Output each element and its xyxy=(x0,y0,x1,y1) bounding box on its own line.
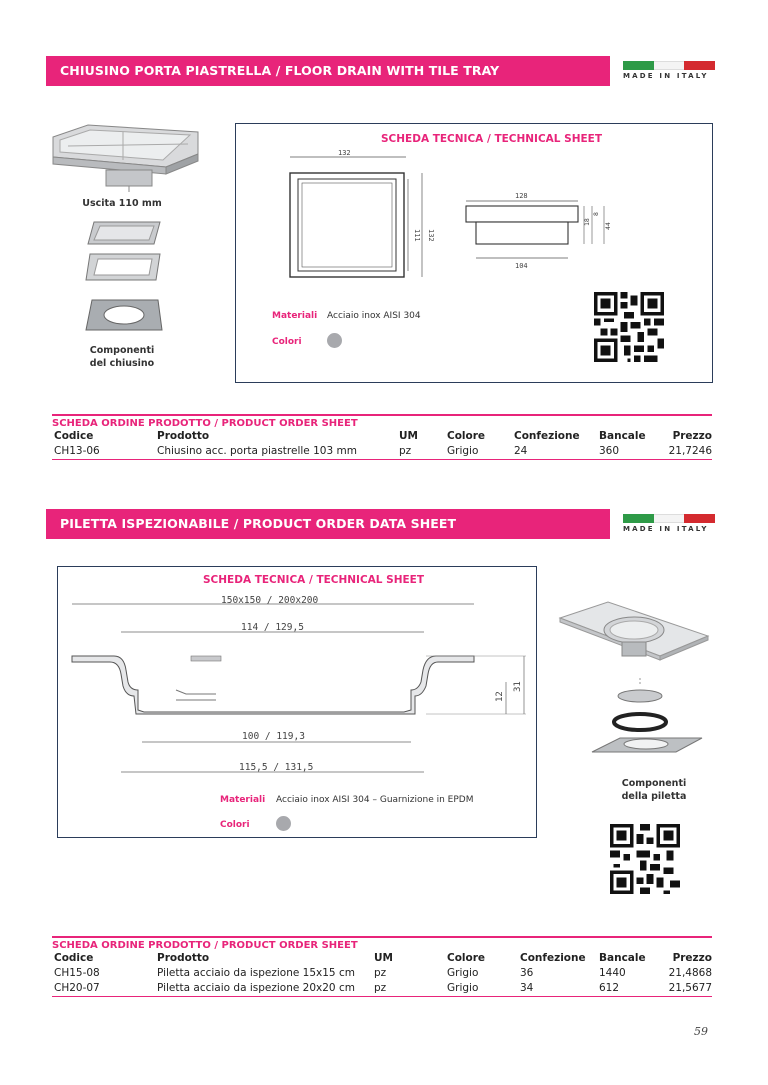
dim-h1-piletta: 12 xyxy=(495,691,505,702)
piletta-section-drawing xyxy=(66,590,531,780)
header-confezione: Confezione xyxy=(514,430,580,442)
dim-h1: 18 xyxy=(583,218,591,226)
dim-side-bottom: 104 xyxy=(515,262,528,270)
header-prodotto: Prodotto xyxy=(157,430,210,442)
cell-prezzo: 21,7246 xyxy=(668,445,712,457)
cell-prodotto: Piletta acciaio da ispezione 15x15 cm xyxy=(157,967,355,979)
piletta-product-image xyxy=(556,598,712,670)
dim-outer: 132 xyxy=(427,229,435,242)
header-confezione: Confezione xyxy=(520,952,586,964)
components-caption-line2: del chiusino xyxy=(89,358,155,369)
cell-codice: CH20-07 xyxy=(54,982,100,994)
header-bancale: Bancale xyxy=(599,430,646,442)
cell-codice: CH13-06 xyxy=(54,445,100,457)
color-swatch-grey-2 xyxy=(276,816,291,831)
page-number: 59 xyxy=(694,1025,708,1038)
header-colore: Colore xyxy=(447,430,486,442)
table-row xyxy=(52,966,712,981)
cell-confezione: 34 xyxy=(520,982,534,994)
cell-bancale: 1440 xyxy=(599,967,626,979)
qr-code-2 xyxy=(610,824,680,894)
cell-prezzo: 21,5677 xyxy=(668,982,712,994)
order-sheet-1 xyxy=(52,414,712,460)
materials-value-2: Acciaio inox AISI 304 – Guarnizione in EPDM xyxy=(276,795,474,805)
header-colore: Colore xyxy=(447,952,486,964)
dim-top: 150x150 / 200x200 xyxy=(221,595,319,606)
outlet-caption: Uscita 110 mm xyxy=(82,198,162,209)
piletta-caption-line1: Componenti xyxy=(621,778,687,789)
cell-confezione: 24 xyxy=(514,445,528,457)
table-row xyxy=(52,981,712,996)
qr-code-1 xyxy=(594,292,664,362)
dim-d2: 100 / 119,3 xyxy=(242,731,305,742)
floor-drain-product-image xyxy=(48,122,203,192)
piletta-components-caption xyxy=(594,777,714,803)
cell-colore: Grigio xyxy=(447,967,479,979)
piletta-caption-line2: della piletta xyxy=(621,791,687,802)
section1-banner: CHIUSINO PORTA PIASTRELLA / FLOOR DRAIN WITH TILE TRAY xyxy=(46,56,610,86)
dim-width-top: 132 xyxy=(338,149,351,157)
order-header-row-1 xyxy=(52,429,712,444)
colors-label-1: Colori xyxy=(272,337,302,347)
made-in-italy-flag-2 xyxy=(623,514,715,533)
colors-label-2: Colori xyxy=(220,820,250,830)
components-caption xyxy=(62,344,182,370)
cell-prodotto: Chiusino acc. porta piastrelle 103 mm xyxy=(157,445,357,457)
dim-h2-piletta: 31 xyxy=(513,681,523,692)
materials-label-1: Materiali xyxy=(272,311,318,321)
header-prodotto: Prodotto xyxy=(157,952,210,964)
table-row xyxy=(52,444,712,459)
materials-label-2: Materiali xyxy=(220,795,266,805)
order-header-row-2 xyxy=(52,951,712,966)
header-prezzo: Prezzo xyxy=(672,430,712,442)
cell-bancale: 612 xyxy=(599,982,620,994)
color-swatch-grey-1 xyxy=(327,333,342,348)
components-caption-line1: Componenti xyxy=(89,345,155,356)
made-in-italy-flag xyxy=(623,61,715,80)
section2-banner: PILETTA ISPEZIONABILE / PRODUCT ORDER DATA SHEET xyxy=(46,509,610,539)
header-codice: Codice xyxy=(54,430,94,442)
cell-prodotto: Piletta acciaio da ispezione 20x20 cm xyxy=(157,982,355,994)
dim-d3: 115,5 / 131,5 xyxy=(239,762,314,773)
order-sheet-title-2: SCHEDA ORDINE PRODOTTO / PRODUCT ORDER SHEET xyxy=(52,940,358,951)
floor-drain-side-drawing xyxy=(460,190,620,270)
dim-inner: 111 xyxy=(413,229,421,242)
piletta-components-image xyxy=(590,678,706,758)
floor-drain-top-drawing xyxy=(276,147,436,287)
technical-sheet-title-1: SCHEDA TECNICA / TECHNICAL SHEET xyxy=(381,133,602,145)
dim-side-top: 128 xyxy=(515,192,528,200)
cell-um: pz xyxy=(374,982,387,994)
cell-um: pz xyxy=(399,445,412,457)
cell-colore: Grigio xyxy=(447,445,479,457)
cell-codice: CH15-08 xyxy=(54,967,100,979)
header-codice: Codice xyxy=(54,952,94,964)
header-um: UM xyxy=(399,430,418,442)
header-bancale: Bancale xyxy=(599,952,646,964)
technical-sheet-title-2: SCHEDA TECNICA / TECHNICAL SHEET xyxy=(203,574,424,586)
dim-h2: 8 xyxy=(592,212,600,216)
cell-bancale: 360 xyxy=(599,445,620,457)
made-in-italy-label: MADE IN ITALY xyxy=(623,72,709,80)
cell-confezione: 36 xyxy=(520,967,534,979)
cell-colore: Grigio xyxy=(447,982,479,994)
header-prezzo: Prezzo xyxy=(672,952,712,964)
materials-value-1: Acciaio inox AISI 304 xyxy=(327,311,421,321)
cell-um: pz xyxy=(374,967,387,979)
cell-prezzo: 21,4868 xyxy=(668,967,712,979)
dim-h3: 44 xyxy=(604,222,612,230)
order-sheet-title-1: SCHEDA ORDINE PRODOTTO / PRODUCT ORDER SHEET xyxy=(52,418,358,429)
drain-components-image xyxy=(82,218,167,338)
dim-d1: 114 / 129,5 xyxy=(241,622,304,633)
order-sheet-2 xyxy=(52,936,712,997)
header-um: UM xyxy=(374,952,393,964)
made-in-italy-label-2: MADE IN ITALY xyxy=(623,525,709,533)
